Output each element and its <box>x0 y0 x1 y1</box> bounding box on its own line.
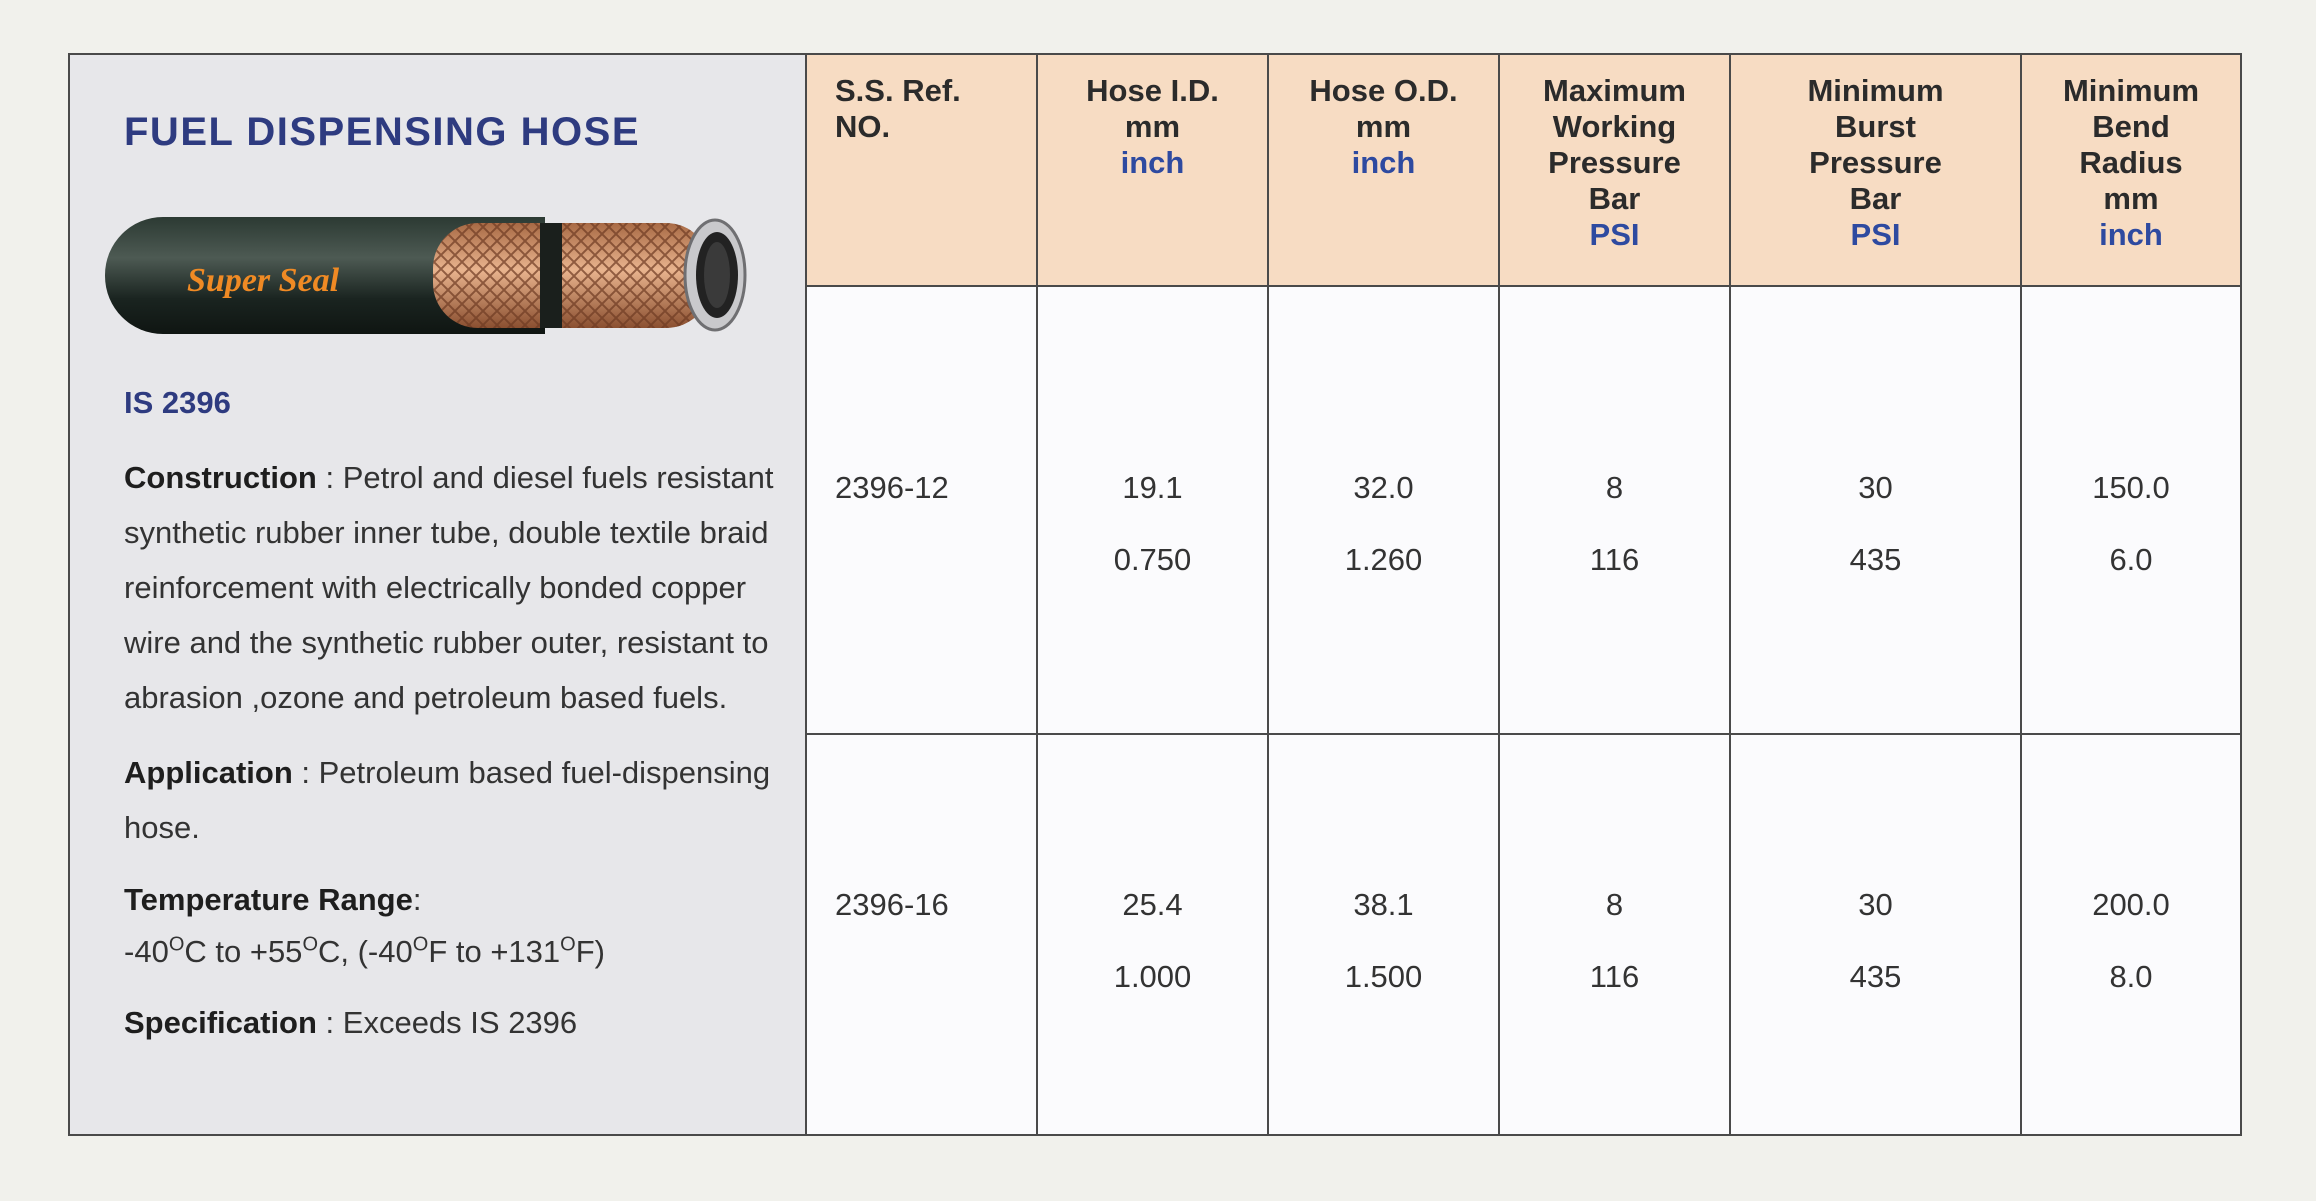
table-header-row <box>807 55 2240 286</box>
specification-text: : Exceeds IS 2396 <box>316 1005 578 1040</box>
product-description <box>124 450 784 1050</box>
spec-sheet <box>68 53 2242 1136</box>
cell-working-pressure: 8 116 <box>1499 286 1730 734</box>
temperature-label: Temperature Range <box>124 882 413 917</box>
cell-bend-radius: 200.0 8.0 <box>2021 734 2240 1134</box>
cell-ref: 2396-16 <box>807 734 1037 1134</box>
hose-image <box>105 213 775 338</box>
temperature-heading <box>124 873 784 927</box>
cell-hose-od: 32.0 1.260 <box>1268 286 1499 734</box>
header-max-working-pressure: Maximum Working Pressure Bar PSI <box>1499 55 1730 286</box>
product-panel <box>70 55 807 1134</box>
specification-label: Specification <box>124 1005 317 1040</box>
table-row <box>807 286 2240 734</box>
cell-burst-pressure: 30 435 <box>1730 286 2021 734</box>
cell-working-pressure: 8 116 <box>1499 734 1730 1134</box>
table-row <box>807 734 2240 1134</box>
application-text: : Petroleum based fuel-dispensing hose. <box>124 755 771 845</box>
application-label: Application <box>124 755 293 790</box>
construction-text: : Petrol and diesel fuels resistant synthetic rubber inner tube, double textile braid reinforcement with electrically bonded copper wire and the synthetic rubber outer, resistant to abrasion ,ozone and petroleum based fuels. <box>124 460 774 715</box>
temperature-range: $-40^OC$ to $+55^OC$, ($-40^OF$ to $+131^OF$) <box>124 933 605 969</box>
header-hose-id: Hose I.D. mm inch <box>1037 55 1268 286</box>
cell-hose-id: 25.4 1.000 <box>1037 734 1268 1134</box>
construction-paragraph <box>124 450 784 725</box>
application-paragraph <box>124 745 784 855</box>
temperature-colon: : <box>412 882 422 917</box>
header-ref-no: S.S. Ref. NO. <box>807 55 1037 286</box>
header-min-bend-radius: Minimum Bend Radius mm inch <box>2021 55 2240 286</box>
header-hose-od: Hose O.D. mm inch <box>1268 55 1499 286</box>
construction-label: Construction <box>124 460 317 495</box>
hose-brand-label: Super Seal <box>187 262 340 299</box>
cell-bend-radius: 150.0 6.0 <box>2021 286 2240 734</box>
spec-table <box>807 55 2240 1134</box>
cell-hose-od: 38.1 1.500 <box>1268 734 1499 1134</box>
standard-label: IS 2396 <box>124 385 231 420</box>
cell-ref: 2396-12 <box>807 286 1037 734</box>
header-min-burst-pressure: Minimum Burst Pressure Bar PSI <box>1730 55 2021 286</box>
cell-hose-id: 19.1 0.750 <box>1037 286 1268 734</box>
specification-paragraph <box>124 995 784 1050</box>
product-title: FUEL DISPENSING HOSE <box>124 110 641 154</box>
cell-burst-pressure: 30 435 <box>1730 734 2021 1134</box>
